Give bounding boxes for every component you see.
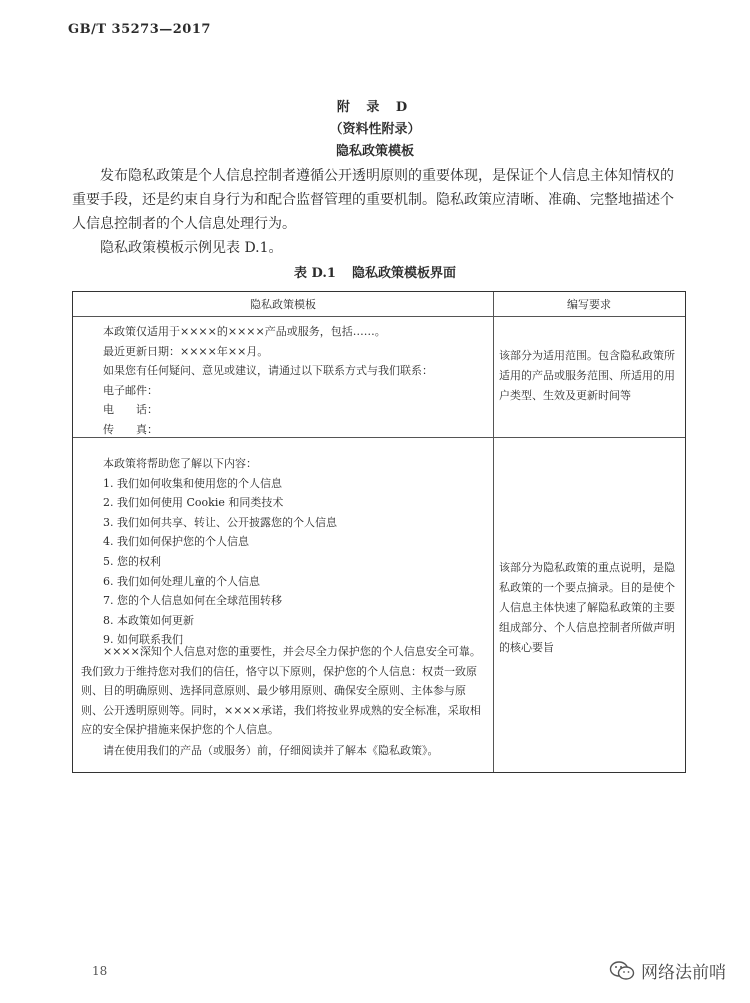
contact-intro-line: 如果您有任何疑问、意见或建议，请通过以下联系方式与我们联系： <box>103 364 433 378</box>
list-intro-line: 本政策将帮助您了解以下内容： <box>103 457 257 470</box>
privacy-policy-template-table <box>72 291 686 773</box>
list-item: 2. 我们如何使用 Cookie 和同类技术 <box>103 496 284 510</box>
table-caption-number: 表 D.1 <box>294 266 336 281</box>
page-number: 18 <box>92 964 108 978</box>
email-line: 电子邮件： <box>103 383 158 397</box>
list-item: 6. 我们如何处理儿童的个人信息 <box>103 574 260 588</box>
standard-code: GB/T 35273—2017 <box>68 22 211 37</box>
watermark <box>609 958 726 983</box>
column-header-template: 隐私政策模板 <box>250 298 316 311</box>
row1-template-cell <box>103 322 483 440</box>
read-before-use-line: 请在使用我们的产品（或服务）前，仔细阅读并了解本《隐私政策》。 <box>103 744 439 757</box>
row2-template-list <box>103 454 483 650</box>
table-caption-title: 隐私政策模板界面 <box>351 266 456 281</box>
list-item: 5. 您的权利 <box>103 554 161 568</box>
update-date-line: 最近更新日期：××××年××月。 <box>103 344 269 358</box>
row2-requirement-cell: 该部分为隐私政策的重点说明，是隐私政策的一个要点摘录。目的是使个人信息主体快速了解隐私政策的主要组成部分、个人信息控制者所做声明的核心要旨 <box>499 561 675 654</box>
fax-line: 传 真： <box>103 422 158 436</box>
table-caption <box>0 262 750 281</box>
row1-requirement-cell: 该部分为适用范围。包含隐私政策所适用的产品或服务范围、所适用的用户类型、生效及更新时间等 <box>499 349 675 402</box>
list-item: 3. 我们如何共享、转让、公开披露您的个人信息 <box>103 515 337 529</box>
column-header-requirements: 编写要求 <box>567 298 611 311</box>
scope-line: 本政策仅适用于××××的××××产品或服务，包括……。 <box>103 325 386 338</box>
wechat-icon <box>609 960 635 982</box>
appendix-subtitle: （资料性附录） <box>329 122 421 137</box>
principles-paragraph: ××××深知个人信息对您的重要性，并会尽全力保护您的个人信息安全可靠。我们致力于维持您对我们的信任，恪守以下原则，保护您的个人信息：权责一致原则、目的明确原则、选择同意原则、最少够用原则、确保安全原则、主体参与原则、公开透明原则等。同时，××××承诺，我们将按业界成熟的安全标准，采取相应的安全保护措施来保护您的个人信息。 <box>81 645 481 737</box>
table-reference-paragraph: 隐私政策模板示例见表 D.1。 <box>100 240 283 256</box>
list-item: 9. 如何联系我们 <box>103 633 183 647</box>
intro-paragraph: 发布隐私政策是个人信息控制者遵循公开透明原则的重要体现，是保证个人信息主体知情权的重要手段，还是约束自身行为和配合监督管理的重要机制。隐私政策应清晰、准确、完整地描述个人信息控制者的个人信息处理行为。 <box>72 168 674 232</box>
column-divider <box>493 292 494 772</box>
watermark-text: 网络法前哨 <box>641 963 726 983</box>
list-item: 7. 您的个人信息如何在全球范围转移 <box>103 594 282 608</box>
appendix-title: 附 录 D <box>336 100 414 115</box>
phone-line: 电 话： <box>103 403 158 417</box>
appendix-name: 隐私政策模板 <box>335 144 414 159</box>
list-item: 4. 我们如何保护您的个人信息 <box>103 535 249 549</box>
list-item: 8. 本政策如何更新 <box>103 613 194 627</box>
header-row-divider <box>73 316 685 317</box>
list-item: 1. 我们如何收集和使用您的个人信息 <box>103 476 282 490</box>
